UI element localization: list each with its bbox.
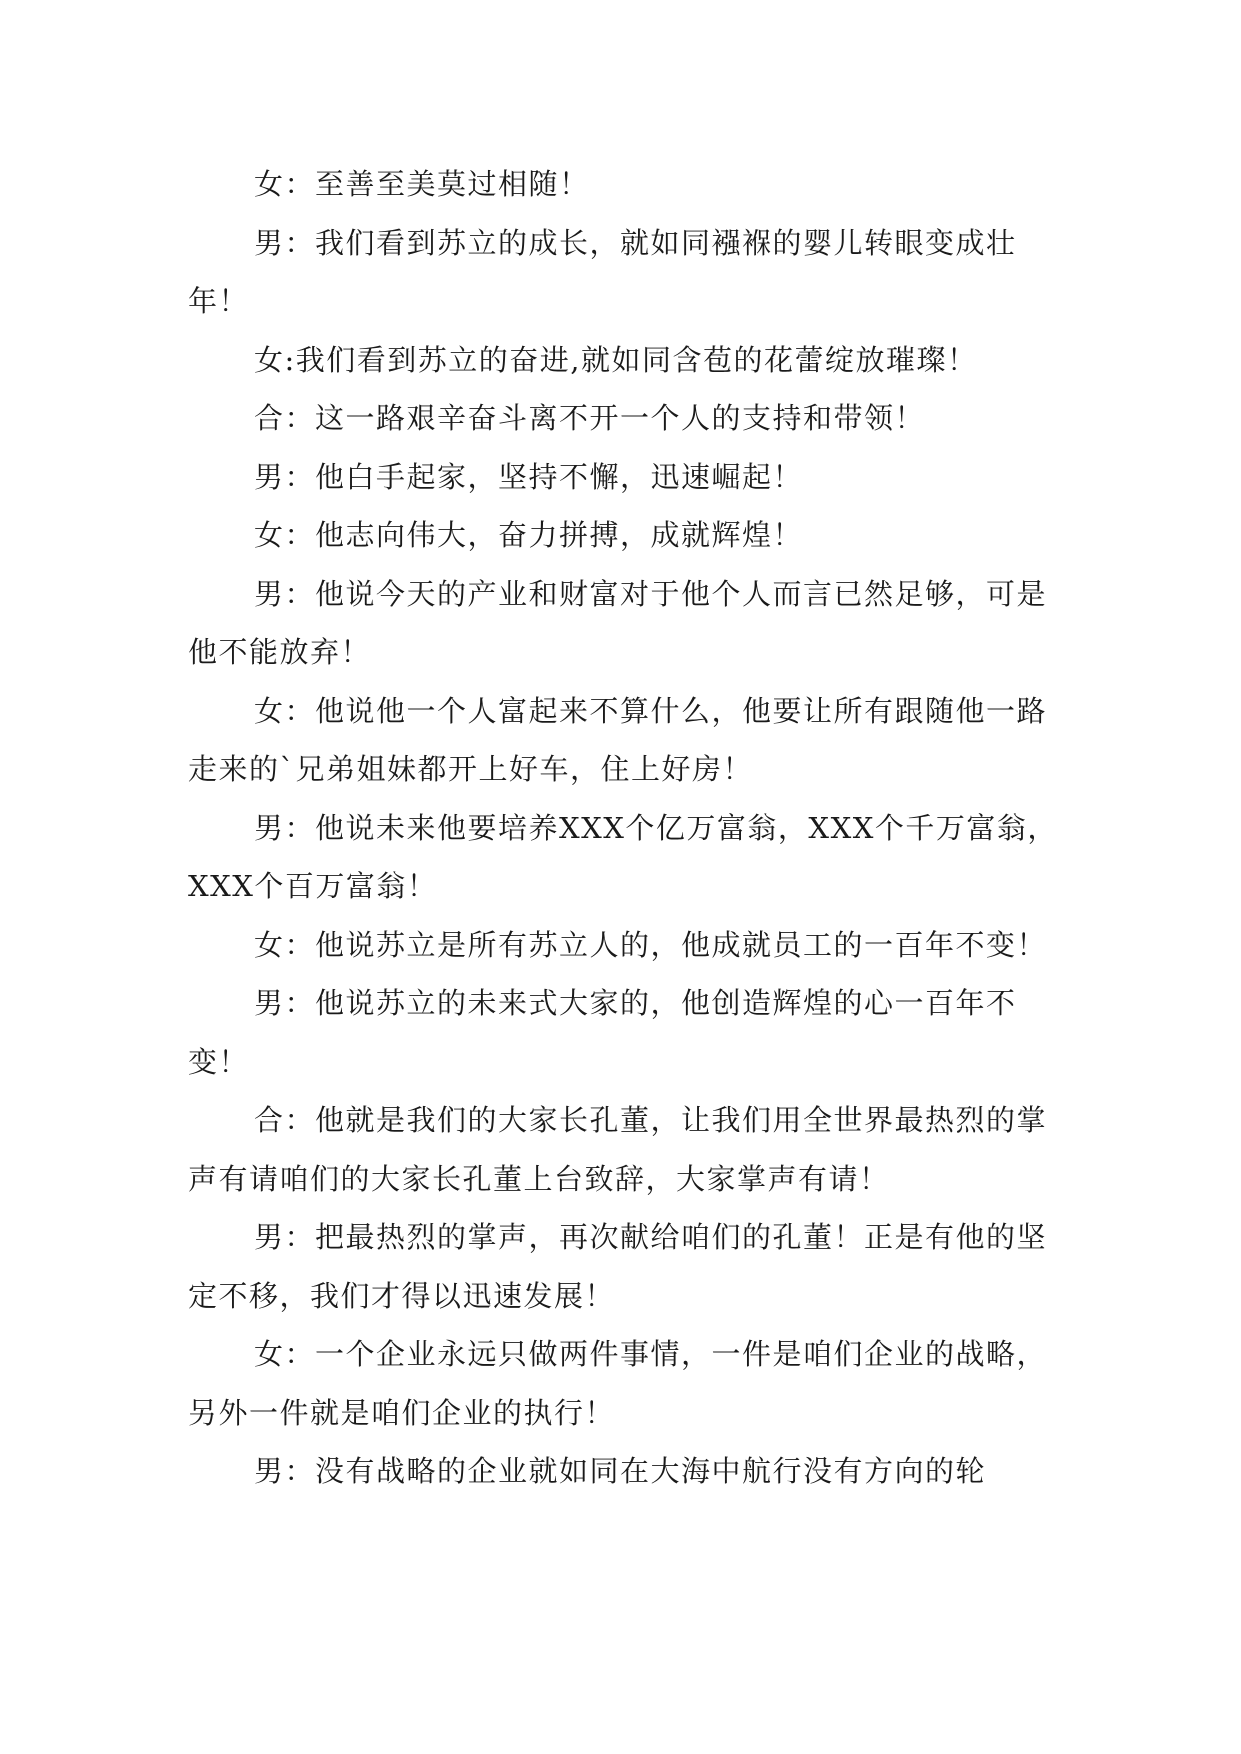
paragraph: 男：把最热烈的掌声，再次献给咱们的孔董！正是有他的坚定不移，我们才得以迅速发展！ xyxy=(188,1220,1048,1313)
paragraph: 男：他说未来他要培养XXX个亿万富翁，XXX个千万富翁，XXX个百万富翁！ xyxy=(188,810,1058,903)
paragraph: 女:我们看到苏立的奋进,就如同含苞的花蕾绽放璀璨！ xyxy=(254,342,978,377)
paragraph: 女：他说苏立是所有苏立人的，他成就员工的一百年不变！ xyxy=(254,927,1048,962)
paragraph: 女：一个企业永远只做两件事情，一件是咱们企业的战略，另外一件就是咱们企业的执行！ xyxy=(188,1337,1048,1430)
paragraph: 女：他志向伟大，奋力拼搏，成就辉煌！ xyxy=(254,518,804,552)
paragraph: 女：至善至美莫过相随！ xyxy=(254,167,590,201)
document-body xyxy=(188,155,1058,1501)
paragraph: 男：他说今天的产业和财富对于他个人而言已然足够，可是他不能放弃！ xyxy=(188,576,1048,669)
paragraph: 男：我们看到苏立的成长，就如同襁褓的婴儿转眼变成壮年！ xyxy=(188,225,1017,318)
paragraph: 男：他白手起家，坚持不懈，迅速崛起！ xyxy=(254,459,804,494)
paragraph: 男：没有战略的企业就如同在大海中航行没有方向的轮 xyxy=(254,1454,987,1488)
paragraph: 男：他说苏立的未来式大家的，他创造辉煌的心一百年不变！ xyxy=(188,986,1017,1079)
paragraph: 合：他就是我们的大家长孔董，让我们用全世界最热烈的掌声有请咱们的大家长孔董上台致辞，大家掌声有请！ xyxy=(188,1103,1048,1196)
paragraph: 女：他说他一个人富起来不算什么，他要让所有跟随他一路走来的`兄弟姐妹都开上好车，住上好房！ xyxy=(188,693,1048,786)
paragraph: 合：这一路艰辛奋斗离不开一个人的支持和带领！ xyxy=(254,401,926,435)
